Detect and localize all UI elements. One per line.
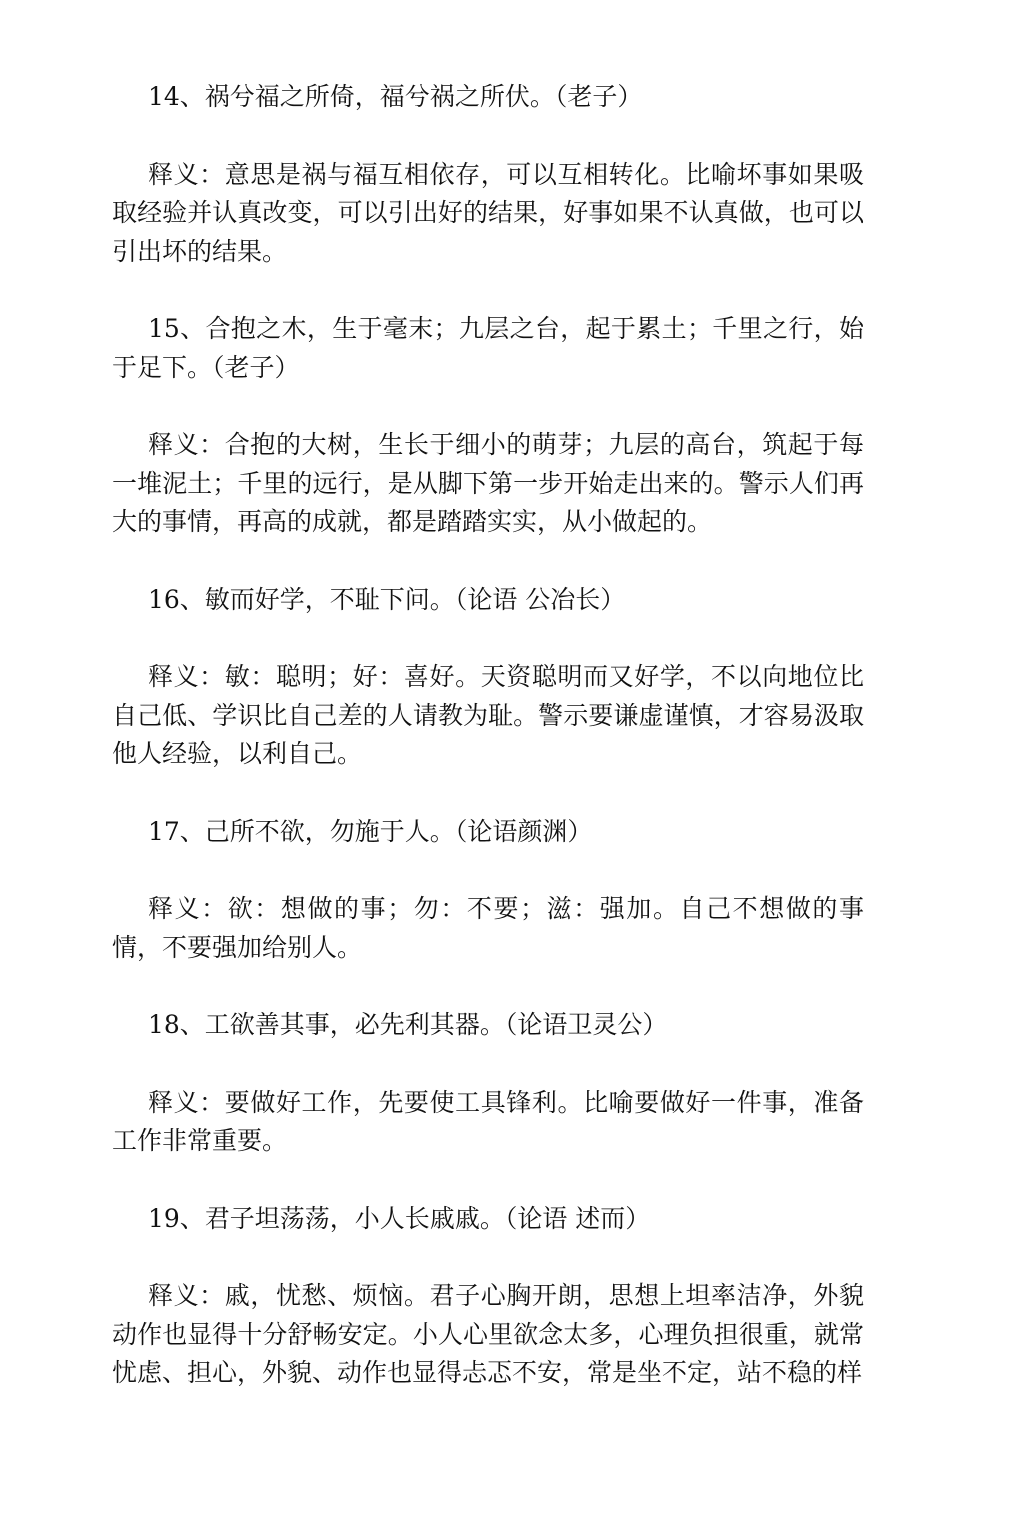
explanation-14: 释义：意思是祸与福互相依存，可以互相转化。比喻坏事如果吸取经验并认真改变，可以引出好的结果，好事如果不认真做，也可以引出坏的结果。 [112, 159, 864, 266]
quote-18: 18、工欲善其事，必先利其器。（论语卫灵公） [148, 1010, 668, 1039]
quote-15: 15、合抱之木，生于毫末；九层之台，起于累土；千里之行，始于足下。（老子） [112, 314, 864, 382]
quote-17: 17、己所不欲，勿施于人。（论语颜渊） [148, 816, 593, 846]
quote-14: 14、祸兮福之所倚，福兮祸之所伏。（老子） [148, 82, 643, 111]
quote-19: 19、君子坦荡荡，小人长戚戚。（论语 述而） [148, 1203, 651, 1233]
explanation-19: 释义：戚，忧愁、烦恼。君子心胸开朗，思想上坦率洁净，外貌动作也显得十分舒畅安定。小人心里欲念太多，心理负担很重，就常忧虑、担心，外貌、动作也显得忐忑不安，常是坐不定，站不稳的样 [112, 1281, 864, 1387]
explanation-18: 释义：要做好工作，先要使工具锋利。比喻要做好一件事，准备工作非常重要。 [112, 1087, 864, 1155]
quote-16: 16、敏而好学，不耻下问。（论语 公冶长） [148, 584, 626, 614]
explanation-17: 释义：欲：想做的事；勿：不要；滋：强加。自己不想做的事情，不要强加给别人。 [112, 894, 864, 962]
explanation-16: 释义：敏：聪明；好：喜好。天资聪明而又好学，不以向地位比自己低、学识比自己差的人请教为耻。警示要谦虚谨慎，才容易汲取他人经验，以利自己。 [112, 662, 864, 768]
explanation-15: 释义：合抱的大树，生长于细小的萌芽；九层的高台，筑起于每一堆泥土；千里的远行，是从脚下第一步开始走出来的。警示人们再大的事情，再高的成就，都是踏踏实实，从小做起的。 [112, 430, 864, 536]
document-page [112, 78, 864, 1393]
